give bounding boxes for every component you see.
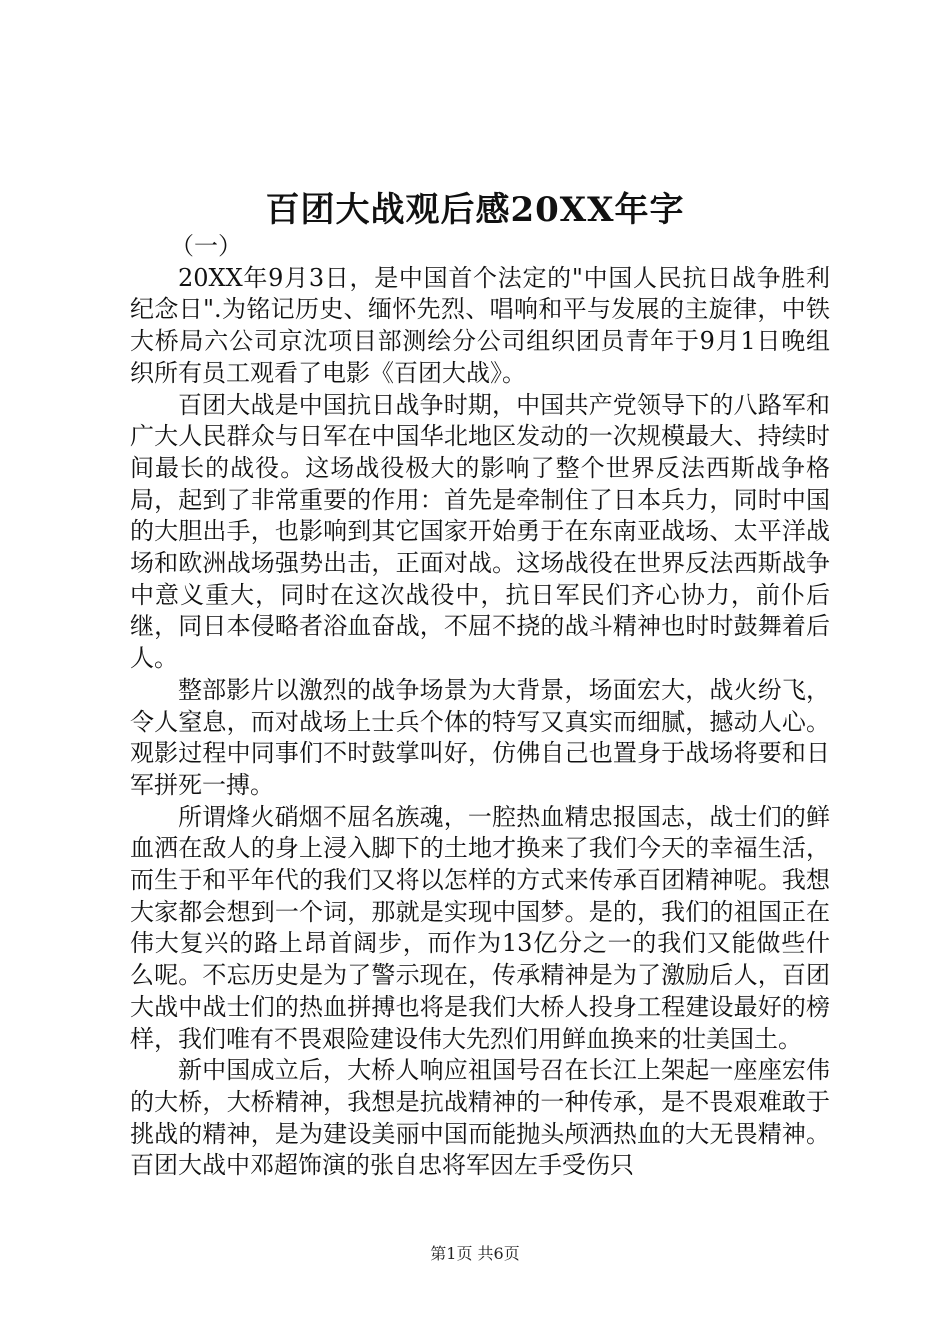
paragraph-3: 整部影片以激烈的战争场景为大背景，场面宏大，战火纷飞，令人窒息，而对战场上士兵个体的特写又真实而细腻，撼动人心。观影过程中同事们不时鼓掌叫好，仿佛自己也置身于战场将要和日军拼死一搏。 xyxy=(130,675,830,799)
paragraph-2: 百团大战是中国抗日战争时期，中国共产党领导下的八路军和广大人民群众与日军在中国华北地区发动的一次规模最大、持续时间最长的战役。这场战役极大的影响了整个世界反法西斯战争格局，起到了非常重要的作用：首先是牵制住了日本兵力，同时中国的大胆出手，也影响到其它国家开始勇于在东南亚战场、太平洋战场和欧洲战场强势出击，正面对战。这场战役在世界反法西斯战争中意义重大，同时在这次战役中，抗日军民们齐心协力，前仆后继，同日本侵略者浴血奋战，不屈不挠的战斗精神也时时鼓舞着后人。 xyxy=(130,390,830,673)
paragraph-1: 20XX年9月3日，是中国首个法定的"中国人民抗日战争胜利纪念日".为铭记历史、缅怀先烈、唱响和平与发展的主旋律，中铁大桥局六公司京沈项目部测绘分公司组织团员青年于9月1日晚组织所有员工观看了电影《百团大战》。 xyxy=(130,263,830,387)
document-title: 百团大战观后感20XX年字 xyxy=(265,190,685,230)
page-footer: 第1页 共6页 xyxy=(430,1244,520,1263)
paragraph-4: 所谓烽火硝烟不屈名族魂，一腔热血精忠报国志，战士们的鲜血洒在敌人的身上浸入脚下的土地才换来了我们今天的幸福生活，而生于和平年代的我们又将以怎样的方式来传承百团精神呢。我想大家都会想到一个词，那就是实现中国梦。是的，我们的祖国正在伟大复兴的路上昂首阔步，而作为13亿分之一的我们又能做些什么呢。不忘历史是为了警示现在，传承精神是为了激励后人，百团大战中战士们的热血拼搏也将是我们大桥人投身工程建设最好的榜样，我们唯有不畏艰险建设伟大先烈们用鲜血换来的壮美国土。 xyxy=(130,802,830,1053)
paragraph-5: 新中国成立后，大桥人响应祖国号召在长江上架起一座座宏伟的大桥，大桥精神，我想是抗战精神的一种传承，是不畏艰难敢于挑战的精神，是为建设美丽中国而能抛头颅洒热血的大无畏精神。百团大战中邓超饰演的张自忠将军因左手受伤只 xyxy=(130,1056,830,1180)
section-label: （一） xyxy=(170,232,242,260)
document-body xyxy=(130,231,830,1182)
